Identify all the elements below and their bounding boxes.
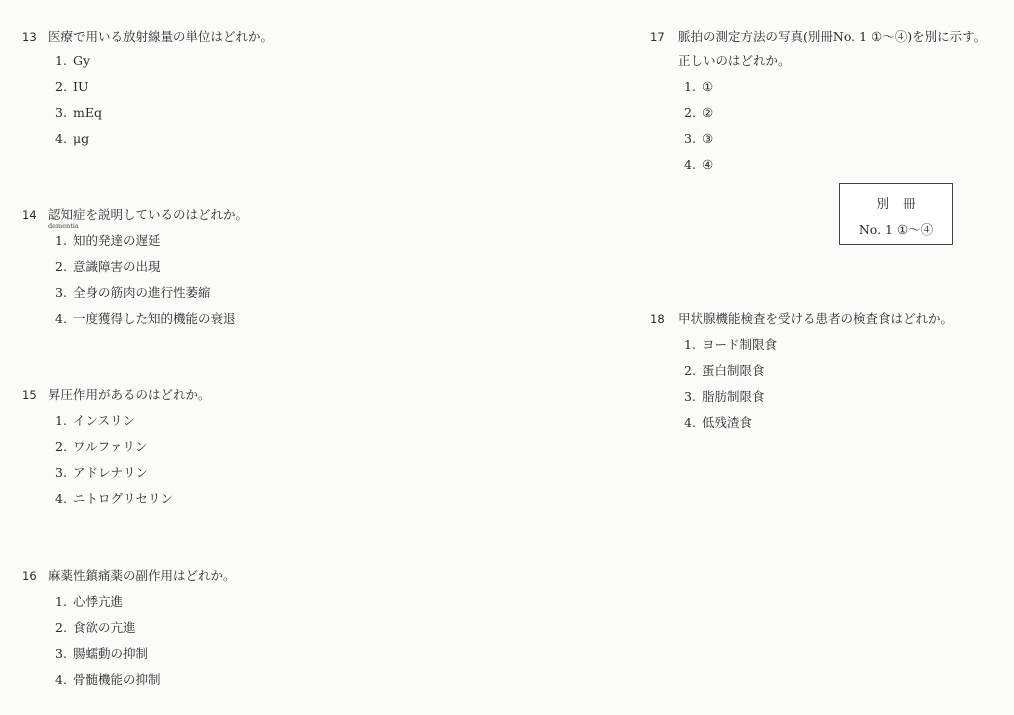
question-text: 脈拍の測定方法の写真(別冊No. 1 ①〜④)を別に示す。 xyxy=(678,29,987,44)
question-text: 麻薬性鎮痛薬の副作用はどれか。 xyxy=(48,568,236,583)
choice-number: 4. xyxy=(55,491,67,506)
choice-text: 低残渣食 xyxy=(702,415,753,430)
question-number: 14 xyxy=(22,208,37,222)
choice-number: 4. xyxy=(55,311,67,326)
choice-text: アドレナリン xyxy=(73,465,149,480)
choice-number: 3. xyxy=(684,131,696,146)
question-number: 16 xyxy=(22,569,37,583)
appendix-reference-box xyxy=(839,183,953,245)
question-text: 昇圧作用があるのはどれか。 xyxy=(48,387,211,402)
choice-text: ニトログリセリン xyxy=(73,491,173,506)
choice-number: 3. xyxy=(55,646,67,661)
choice-number: 4. xyxy=(55,672,67,687)
choice-number: 2. xyxy=(55,439,67,454)
choice-text: Gy xyxy=(73,53,91,68)
choice-number: 2. xyxy=(55,79,67,94)
choice-number: 4. xyxy=(684,415,696,430)
appendix-box-title: 別冊 xyxy=(876,196,930,211)
choice-text: 脂肪制限食 xyxy=(702,389,765,404)
appendix-box-subtitle: No. 1 ①〜④ xyxy=(858,222,934,237)
choice-text: 食欲の亢進 xyxy=(73,620,136,635)
choice-number: 1. xyxy=(55,413,67,428)
choice-number: 3. xyxy=(55,465,67,480)
choice-text: 骨髄機能の抑制 xyxy=(73,672,161,687)
choice-number: 2. xyxy=(55,259,67,274)
question-text-continued: 正しいのはどれか。 xyxy=(678,53,791,68)
choice-text: ワルファリン xyxy=(73,439,148,454)
question-number: 17 xyxy=(650,30,665,44)
choice-number: 4. xyxy=(684,157,696,172)
choice-number: 1. xyxy=(55,233,67,248)
choice-text: 腸蠕動の抑制 xyxy=(73,646,149,661)
choice-text: 心悸亢進 xyxy=(73,594,124,609)
question-number: 18 xyxy=(650,312,665,326)
choice-text: ③ xyxy=(702,131,714,146)
question-text: 甲状腺機能検査を受ける患者の検査食はどれか。 xyxy=(678,311,954,326)
question-number: 13 xyxy=(22,30,37,44)
choice-text: IU xyxy=(73,79,89,94)
choice-number: 2. xyxy=(55,620,67,635)
choice-text: 全身の筋肉の進行性萎縮 xyxy=(73,285,211,300)
question-number: 15 xyxy=(22,388,37,402)
question-text: 認知症を説明しているのはどれか。 xyxy=(48,207,249,222)
choice-number: 1. xyxy=(55,594,67,609)
choice-number: 2. xyxy=(684,105,696,120)
choice-number: 3. xyxy=(55,285,67,300)
choice-text: 知的発達の遅延 xyxy=(73,233,161,248)
choice-text: 意識障害の出現 xyxy=(73,259,161,274)
choice-text: ② xyxy=(702,105,714,120)
choice-text: ④ xyxy=(702,157,714,172)
choice-number: 3. xyxy=(684,389,696,404)
choice-number: 1. xyxy=(684,79,696,94)
choice-text: 一度獲得した知的機能の衰退 xyxy=(73,311,236,326)
choice-text: mEq xyxy=(73,105,102,120)
ruby-annotation: dementia xyxy=(48,222,79,230)
choice-text: ① xyxy=(702,79,714,94)
choice-number: 3. xyxy=(55,105,67,120)
choice-number: 4. xyxy=(55,131,67,146)
choice-text: ヨード制限食 xyxy=(702,337,778,352)
question-text: 医療で用いる放射線量の単位はどれか。 xyxy=(48,29,274,44)
choice-number: 1. xyxy=(55,53,67,68)
choice-text: インスリン xyxy=(73,413,136,428)
choice-text: 蛋白制限食 xyxy=(702,363,765,378)
choice-text: μg xyxy=(73,131,90,146)
choice-number: 1. xyxy=(684,337,696,352)
choice-number: 2. xyxy=(684,363,696,378)
